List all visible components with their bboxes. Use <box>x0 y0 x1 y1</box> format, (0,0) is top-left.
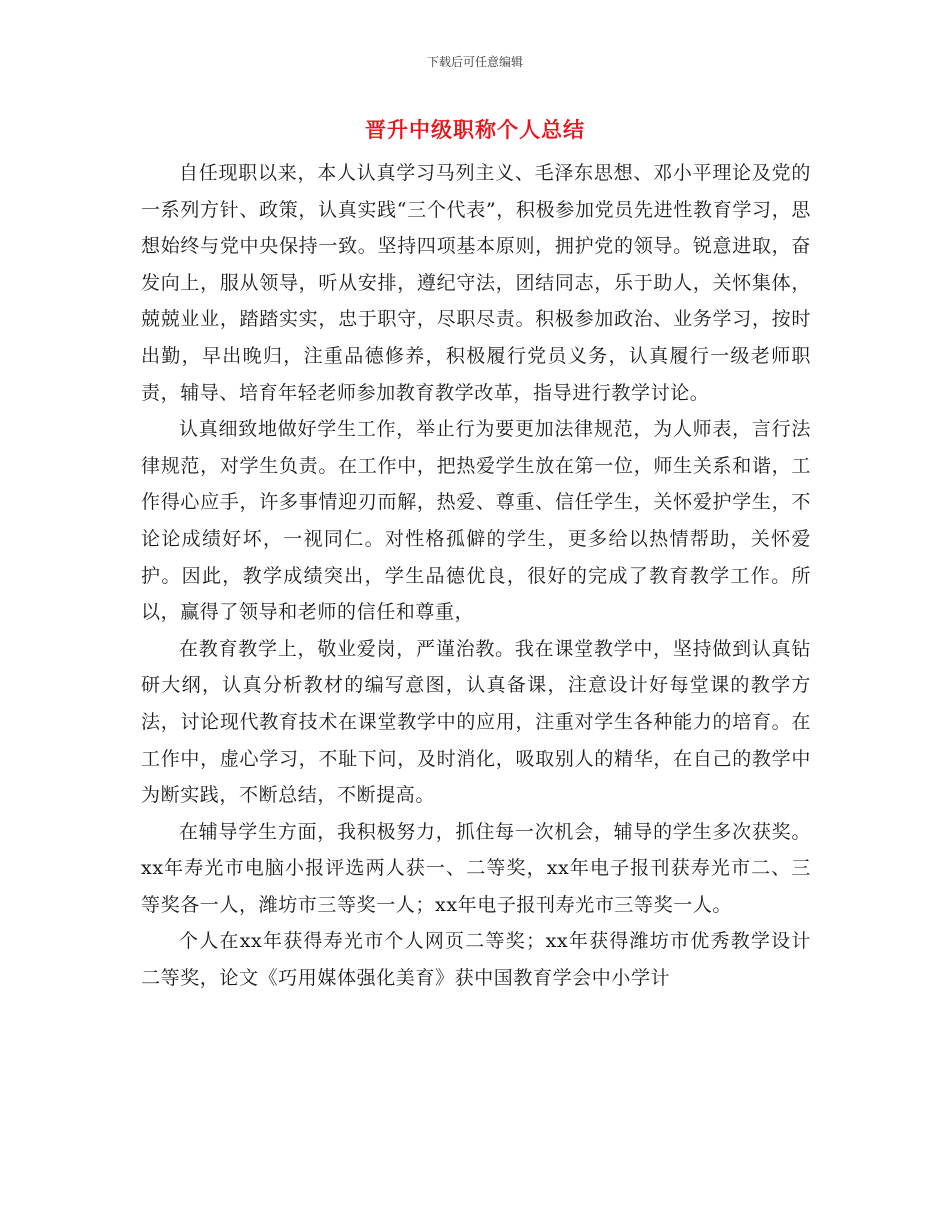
paragraph: 自任现职以来，本人认真学习马列主义、毛泽东思想、邓小平理论及党的一系列方针、政策，认真实践“三个代表”，积极参加党员先进性教育学习，思想始终与党中央保持一致。坚持四项基本原则，拥护党的领导。锐意进取，奋发向上，服从领导，听从安排，遵纪守法，团结同志，乐于助人，关怀集体，兢兢业业，踏踏实实，忠于职守，尽职尽责。积极参加政治、业务学习，按时出勤，早出晚归，注重品德修养，积极履行党员义务，认真履行一级老师职责，辅导、培育年轻老师参加教育教学改革，指导进行教学讨论。 <box>141 162 811 404</box>
paragraph: 在教育教学上，敬业爱岗，严谨治教。我在课堂教学中，坚持做到认真钻研大纲，认真分析教材的编写意图，认真备课，注意设计好每堂课的教学方法，讨论现代教育技术在课堂教学中的应用，注重对学生各种能力的培育。在工作中，虚心学习，不耻下问，及时消化，吸取别人的精华，在自己的教学中为断实践，不断总结，不断提高。 <box>141 637 811 807</box>
paragraph: 个人在xx年获得寿光市个人网页二等奖；xx年获得潍坊市优秀教学设计二等奖，论文《巧用媒体强化美育》获中国教育学会中小学计 <box>141 930 811 990</box>
paragraph: 认真细致地做好学生工作，举止行为要更加法律规范，为人师表，言行法律规范，对学生负责。在工作中，把热爱学生放在第一位，师生关系和谐，工作得心应手，许多事情迎刃而解，热爱、尊重、信任学生，关怀爱护学生，不论论成绩好坏，一视同仁。对性格孤僻的学生，更多给以热情帮助，关怀爱护。因此，教学成绩突出，学生品德优良，很好的完成了教育教学工作。所以，赢得了领导和老师的信任和尊重， <box>141 418 811 624</box>
document-body <box>141 155 811 997</box>
header-note: 下载后可任意编辑 <box>426 55 523 69</box>
document-title: 晋升中级职称个人总结 <box>365 118 585 142</box>
paragraph: 在辅导学生方面，我积极努力，抓住每一次机会，辅导的学生多次获奖。xx年寿光市电脑小报评选两人获一、二等奖，xx年电子报刊获寿光市二、三等奖各一人，潍坊市三等奖一人；xx年电子报刊寿光市三等奖一人。 <box>141 820 811 916</box>
